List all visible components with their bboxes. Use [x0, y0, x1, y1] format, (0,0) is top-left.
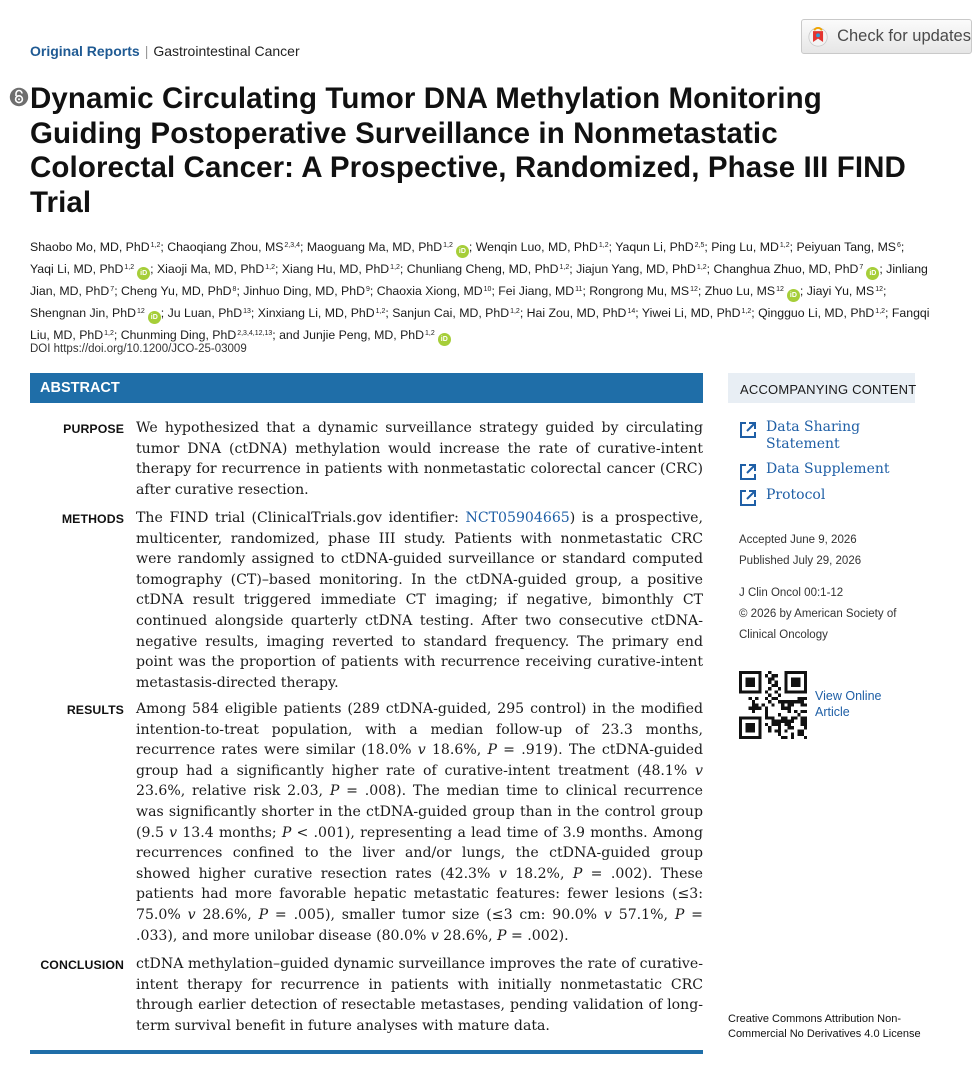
author-affiliation: 6 — [897, 242, 901, 249]
author-name: Rongrong Mu, MS — [589, 284, 690, 298]
author-affiliation: 1,2 — [741, 308, 752, 315]
author-name: Maoguang Ma, MD, PhD — [306, 240, 443, 254]
abstract-heading: ABSTRACT — [40, 380, 120, 396]
author-affiliation: 1,2 — [443, 242, 453, 249]
data-sharing-statement-link[interactable] — [738, 419, 913, 452]
author-name: Yaqun Li, PhD — [615, 240, 694, 254]
author-affiliation: 1,2 — [124, 264, 135, 271]
copyright: © 2026 by American Society of Clinical Oncology — [739, 608, 897, 641]
results-text: Among 584 eligible patients (289 ctDNA-guided, 295 control) in the modified intention-to-treat population, with a median follow-up of 23.3 months, recurrence rates were similar (18.0% v 18.6%, P = .919). The ctDNA-guided group had a significantly higher rate of curative-intent treatment (48.1% v 23.6%, relative risk 2.03, P = .008). The median time to clinical recurrence was significantly shorter in the ctDNA-guided group than in the control group (9.5 v 13.4 months; P < .001), representing a lead time of 3.9 months. Among recurrences confined to the liver and/or lungs, the ctDNA-guided group showed higher curative resection rates (42.3% v 18.2%, P = .002). These patients had more favorable hepatic metastatic features: fewer lesions (≤3: 75.0% v 28.6%, P = .005), smaller tumor size (≤3 cm: 90.0% v 57.1%, P = .033), and more unilobar disease (80.0% v 28.6%, P = .002). — [136, 701, 704, 944]
protocol-link[interactable] — [738, 487, 913, 508]
author-affiliation: 12 — [136, 308, 145, 315]
orcid-icon[interactable]: iD — [438, 333, 451, 346]
data-supplement-link[interactable] — [738, 461, 913, 482]
abstract-bottom-rule — [30, 1050, 703, 1054]
author-list: Shaobo Mo, MD, PhD$^{1,2}$; Chaoqiang Zhou, MS$^{2,3,4}$; Maoguang Ma, MD, PhD$^{1,2}$iD ; Wenqin Luo, MD, PhD$^{1,2}$; Yaqun Li, PhD$^{2,5}$; Ping Lu, MD$^{1,2}$; Peiyuan Tang, $MS^6$; Yaqi Li, MD, PhD$^{1,2}$iD ; Xiaoji Ma, MD, PhD$^{1,2}$; Xiang Hu, MD, PhD$^{1,2}$; Chunliang Cheng, MD, PhD$^{1,2}$; Jiajun Yang, MD, PhD$^{1,2}$; Changhua Zhuo, MD, PhD$^7$iD ; Jinliang Jian, MD, PhD$^7$; Cheng Yu, MD, PhD$^8$; Jinhuo Ding, MD, PhD$^9$; Chaoxia Xiong, MD$^{10}$; Fei Jiang, MD$^{11}$; Rongrong Mu, MS$^{12}$; Zhuo Lu, MS$^{12}$iD ; Jiayi Yu, MS$^{12}$; Shengnan Jin, PhD$^{12}$iD ; Ju Luan, PhD$^{13}$; Xinxiang Li, MD, PhD$^{1,2}$; Sanjun Cai, MD, PhD$^{1,2}$; Hai Zou, MD, PhD$^{14}$; Yiwei Li, MD, PhD$^{1,2}$; Qingguo Li, MD, PhD$^{1,2}$; Fangqi Liu, MD, PhD$^{1,2}$; Chunming Ding, PhD$^{2,3,4,12,13}$; and Junjie Peng, MD, PhD$^{1,2}$iD — [30, 236, 930, 346]
author-affiliation: 1,2 — [265, 264, 276, 271]
orcid-icon[interactable]: iD — [866, 267, 879, 280]
article-title: Dynamic Circulating Tumor DNA Methylation Monitoring Guiding Postoperative Surveillance in Nonmetastatic Colorectal Cancer: A Prospective, Randomized, Phase III FIND Trial — [30, 82, 906, 219]
author-affiliation: 7 — [859, 264, 864, 271]
author-affiliation: 1,2 — [696, 264, 707, 271]
crossmark-icon — [808, 25, 828, 49]
author-name: Yaqi Li, MD, PhD — [30, 262, 124, 276]
author-affiliation: 1,2 — [104, 330, 114, 337]
license-text[interactable]: Creative Commons Attribution Non-Commercial No Derivatives 4.0 License — [728, 1013, 921, 1040]
protocol-label: Protocol — [766, 487, 826, 503]
data-sharing-statement-label: Data Sharing Statement — [766, 419, 861, 452]
article-section — [30, 43, 300, 59]
view-online-label: View Online Article — [815, 689, 882, 719]
author-name: Xiang Hu, MD, PhD — [281, 262, 390, 276]
author-affiliation: 2,5 — [694, 242, 705, 249]
author-affiliation: 1,2 — [510, 308, 520, 315]
data-supplement-label: Data Supplement — [766, 461, 890, 477]
author-affiliation: 7 — [110, 286, 115, 293]
author-name: Fangqi Liu, MD, PhD — [30, 306, 930, 342]
author-name: Jinliang Jian, MD, PhD — [30, 262, 928, 298]
author-affiliation: 13 — [243, 308, 251, 315]
abstract-header-bar — [30, 373, 703, 403]
published-date: Published July 29, 2026 — [739, 555, 862, 567]
author-affiliation: 11 — [575, 286, 583, 293]
external-link-icon — [738, 462, 758, 482]
results-label: RESULTS — [66, 703, 124, 717]
author-affiliation: 1,2 — [559, 264, 570, 271]
author-name: Chunming Ding, PhD — [120, 328, 237, 342]
author-name: Sanjun Cai, MD, PhD — [392, 306, 510, 320]
methods-text — [136, 508, 703, 693]
author-affiliation: 12 — [875, 286, 883, 293]
author-affiliation: 1,2 — [150, 242, 161, 249]
author-name: Fei Jiang, MD — [498, 284, 575, 298]
author-affiliation: 9 — [365, 286, 370, 293]
author-name: Changhua Zhuo, MD, PhD — [713, 262, 859, 276]
author-name: Junjie Peng, MD, PhD — [303, 328, 425, 342]
orcid-icon[interactable]: iD — [137, 267, 150, 280]
author-name: Shaobo Mo, MD, PhD — [30, 240, 150, 254]
subsection-label[interactable]: Gastrointestinal Cancer — [153, 43, 300, 59]
author-affiliation: 1,2 — [390, 264, 400, 271]
check-for-updates-label: Check for updates — [837, 27, 971, 45]
author-name: Ju Luan, PhD — [167, 306, 243, 320]
orcid-icon[interactable]: iD — [787, 289, 800, 302]
author-name: Chaoxia Xiong, MD — [376, 284, 483, 298]
external-link-icon — [738, 488, 758, 508]
accompanying-content-heading: ACCOMPANYING CONTENT — [740, 382, 917, 397]
open-access-icon — [9, 87, 29, 107]
author-name: Yiwei Li, MD, PhD — [641, 306, 741, 320]
section-separator: | — [144, 43, 149, 59]
methods-label: METHODS — [61, 512, 124, 526]
author-affiliation: 1,2 — [375, 308, 386, 315]
author-affiliation: 1,2 — [875, 308, 886, 315]
author-name: Shengnan Jin, PhD — [30, 306, 136, 320]
author-name: Jinhuo Ding, MD, PhD — [243, 284, 365, 298]
author-name: Qingguo Li, MD, PhD — [758, 306, 875, 320]
author-name: Cheng Yu, MD, PhD — [121, 284, 232, 298]
author-affiliation: 1,2 — [425, 330, 435, 337]
author-affiliation: 12 — [690, 286, 698, 293]
author-name: Jiajun Yang, MD, PhD — [576, 262, 696, 276]
purpose-label: PURPOSE — [63, 422, 124, 436]
orcid-icon[interactable]: iD — [456, 245, 469, 258]
author-affiliation: 2,3,4,12,13 — [237, 330, 273, 337]
qr-code-icon[interactable] — [739, 671, 807, 739]
author-name: Xiaoji Ma, MD, PhD — [156, 262, 265, 276]
author-name: Zhuo Lu, MS — [704, 284, 776, 298]
author-affiliation: 8 — [232, 286, 237, 293]
author-affiliation: 1,2 — [598, 242, 609, 249]
author-name: Chaoqiang Zhou, MS — [167, 240, 284, 254]
author-name: Xinxiang Li, MD, PhD — [257, 306, 375, 320]
author-name: Peiyuan Tang, MS — [796, 240, 897, 254]
journal-citation: J Clin Oncol 00:1-12 — [739, 587, 844, 599]
author-name: Wenqin Luo, MD, PhD — [475, 240, 598, 254]
methods-text-end: ) is a prospective, multicenter, randomized, phase III study. Patients with nonmetastatic CRC were randomly assigned to ctDNA-guided surveillance or standard computed tomography (CT)–based monitoring. In the ctDNA-guided group, a positive ctDNA result triggered immediate CT imaging; if negative, bimonthly CT continued alongside quarterly ctDNA testing. After two consecutive ctDNA-negative results, imaging reverted to standard frequency. The primary end point was the proportion of patients with recurrence receiving curative-intent metastasis-directed therapy. — [136, 510, 703, 691]
author-name: Hai Zou, MD, PhD — [526, 306, 627, 320]
author-name: Ping Lu, MD — [711, 240, 779, 254]
conclusion-text: ctDNA methylation–guided dynamic surveillance improves the rate of curative-intent therapy for recurrence in patients with initially nonmetastatic CRC through earlier detection of resectable metastases, pending validation of long-term survival benefit in future analyses with mature data. — [136, 956, 703, 1034]
accepted-date: Accepted June 9, 2026 — [739, 534, 857, 546]
author-affiliation: 14 — [627, 308, 636, 315]
methods-text-start: The FIND trial (ClinicalTrials.gov identifier: — [136, 510, 466, 526]
doi-link[interactable]: DOI https://doi.org/10.1200/JCO-25-03009 — [30, 343, 247, 355]
nct-link[interactable]: NCT05904665 — [465, 510, 570, 526]
check-for-updates-button[interactable] — [801, 19, 972, 54]
author-affiliation: 12 — [776, 286, 784, 293]
author-affiliation: 2,3,4 — [284, 242, 300, 249]
author-affiliation: 1,2 — [779, 242, 790, 249]
view-online-article-link[interactable] — [815, 689, 890, 720]
orcid-icon[interactable]: iD — [148, 311, 161, 324]
purpose-text: We hypothesized that a dynamic surveillance strategy guided by circulating tumor DNA (ctDNA) methylation would increase the rate of curative-intent therapy for recurrence in patients with nonmetastatic colorectal cancer (CRC) after curative resection. — [136, 420, 703, 498]
author-name: Jiayi Yu, MS — [806, 284, 875, 298]
external-link-icon — [738, 420, 758, 440]
section-label[interactable]: Original Reports — [30, 43, 140, 59]
conclusion-label: CONCLUSION — [40, 958, 124, 972]
author-name: Chunliang Cheng, MD, PhD — [406, 262, 559, 276]
author-affiliation: 10 — [483, 286, 492, 293]
